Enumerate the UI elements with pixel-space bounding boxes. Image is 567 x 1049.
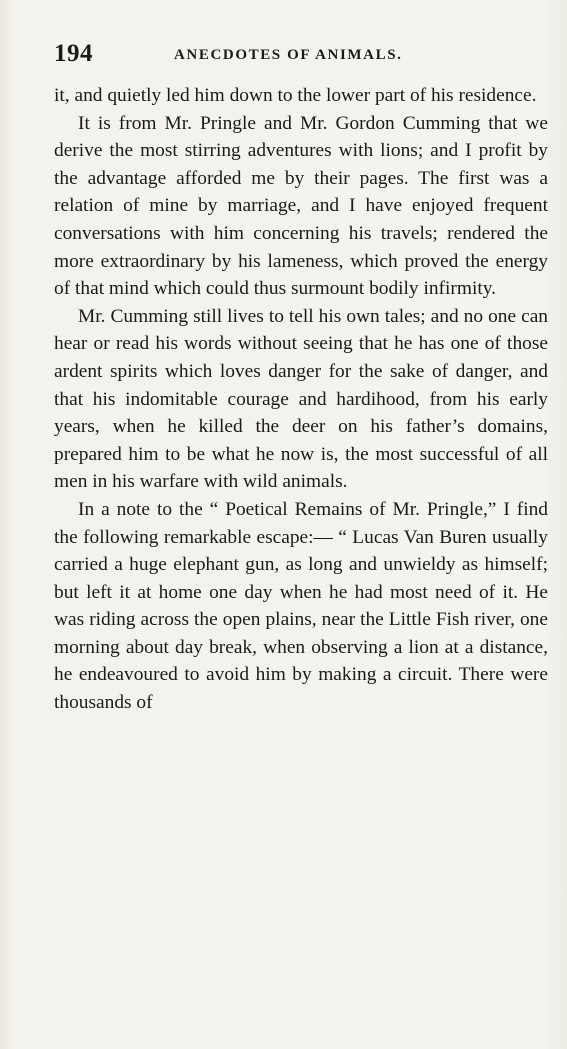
page-number: 194 [54, 40, 93, 67]
running-head: ANECDOTES OF ANIMALS. [174, 47, 403, 63]
body-text [54, 82, 548, 717]
page-header [54, 40, 548, 68]
paragraph: In a note to the “ Poetical Remains of Mr. Pringle,” I find the following remarkable escape:— “ Lucas Van Buren usually carried a huge elephant gun, as long and unwieldy as himself; but left it at home one day when he had most need of it. He was riding across the open plains, near the Little Fish river, one morning about day break, when observing a lion at a distance, he endeavoured to avoid him by making a circuit. There were thousands of [54, 498, 548, 714]
paragraph: It is from Mr. Pringle and Mr. Gordon Cumming that we derive the most stirring adventures with lions; and I profit by the advantage afforded me by their pages. The first was a relation of mine by marriage, and I have enjoyed frequent conversations with him concerning his travels; rendered the more extraordinary by his lameness, which proved the energy of that mind which could thus surmount bodily infirmity. [54, 112, 548, 300]
paragraph-continued: it, and quietly led him down to the lower part of his residence. [54, 85, 537, 106]
paragraph: Mr. Cumming still lives to tell his own tales; and no one can hear or read his words without seeing that he has one of those ardent spirits which loves danger for the sake of danger, and that his indomitable courage and hardihood, from his early years, when he killed the deer on his father’s domains, prepared him to be what he now is, the most successful of all men in his warfare with wild animals. [54, 305, 548, 493]
